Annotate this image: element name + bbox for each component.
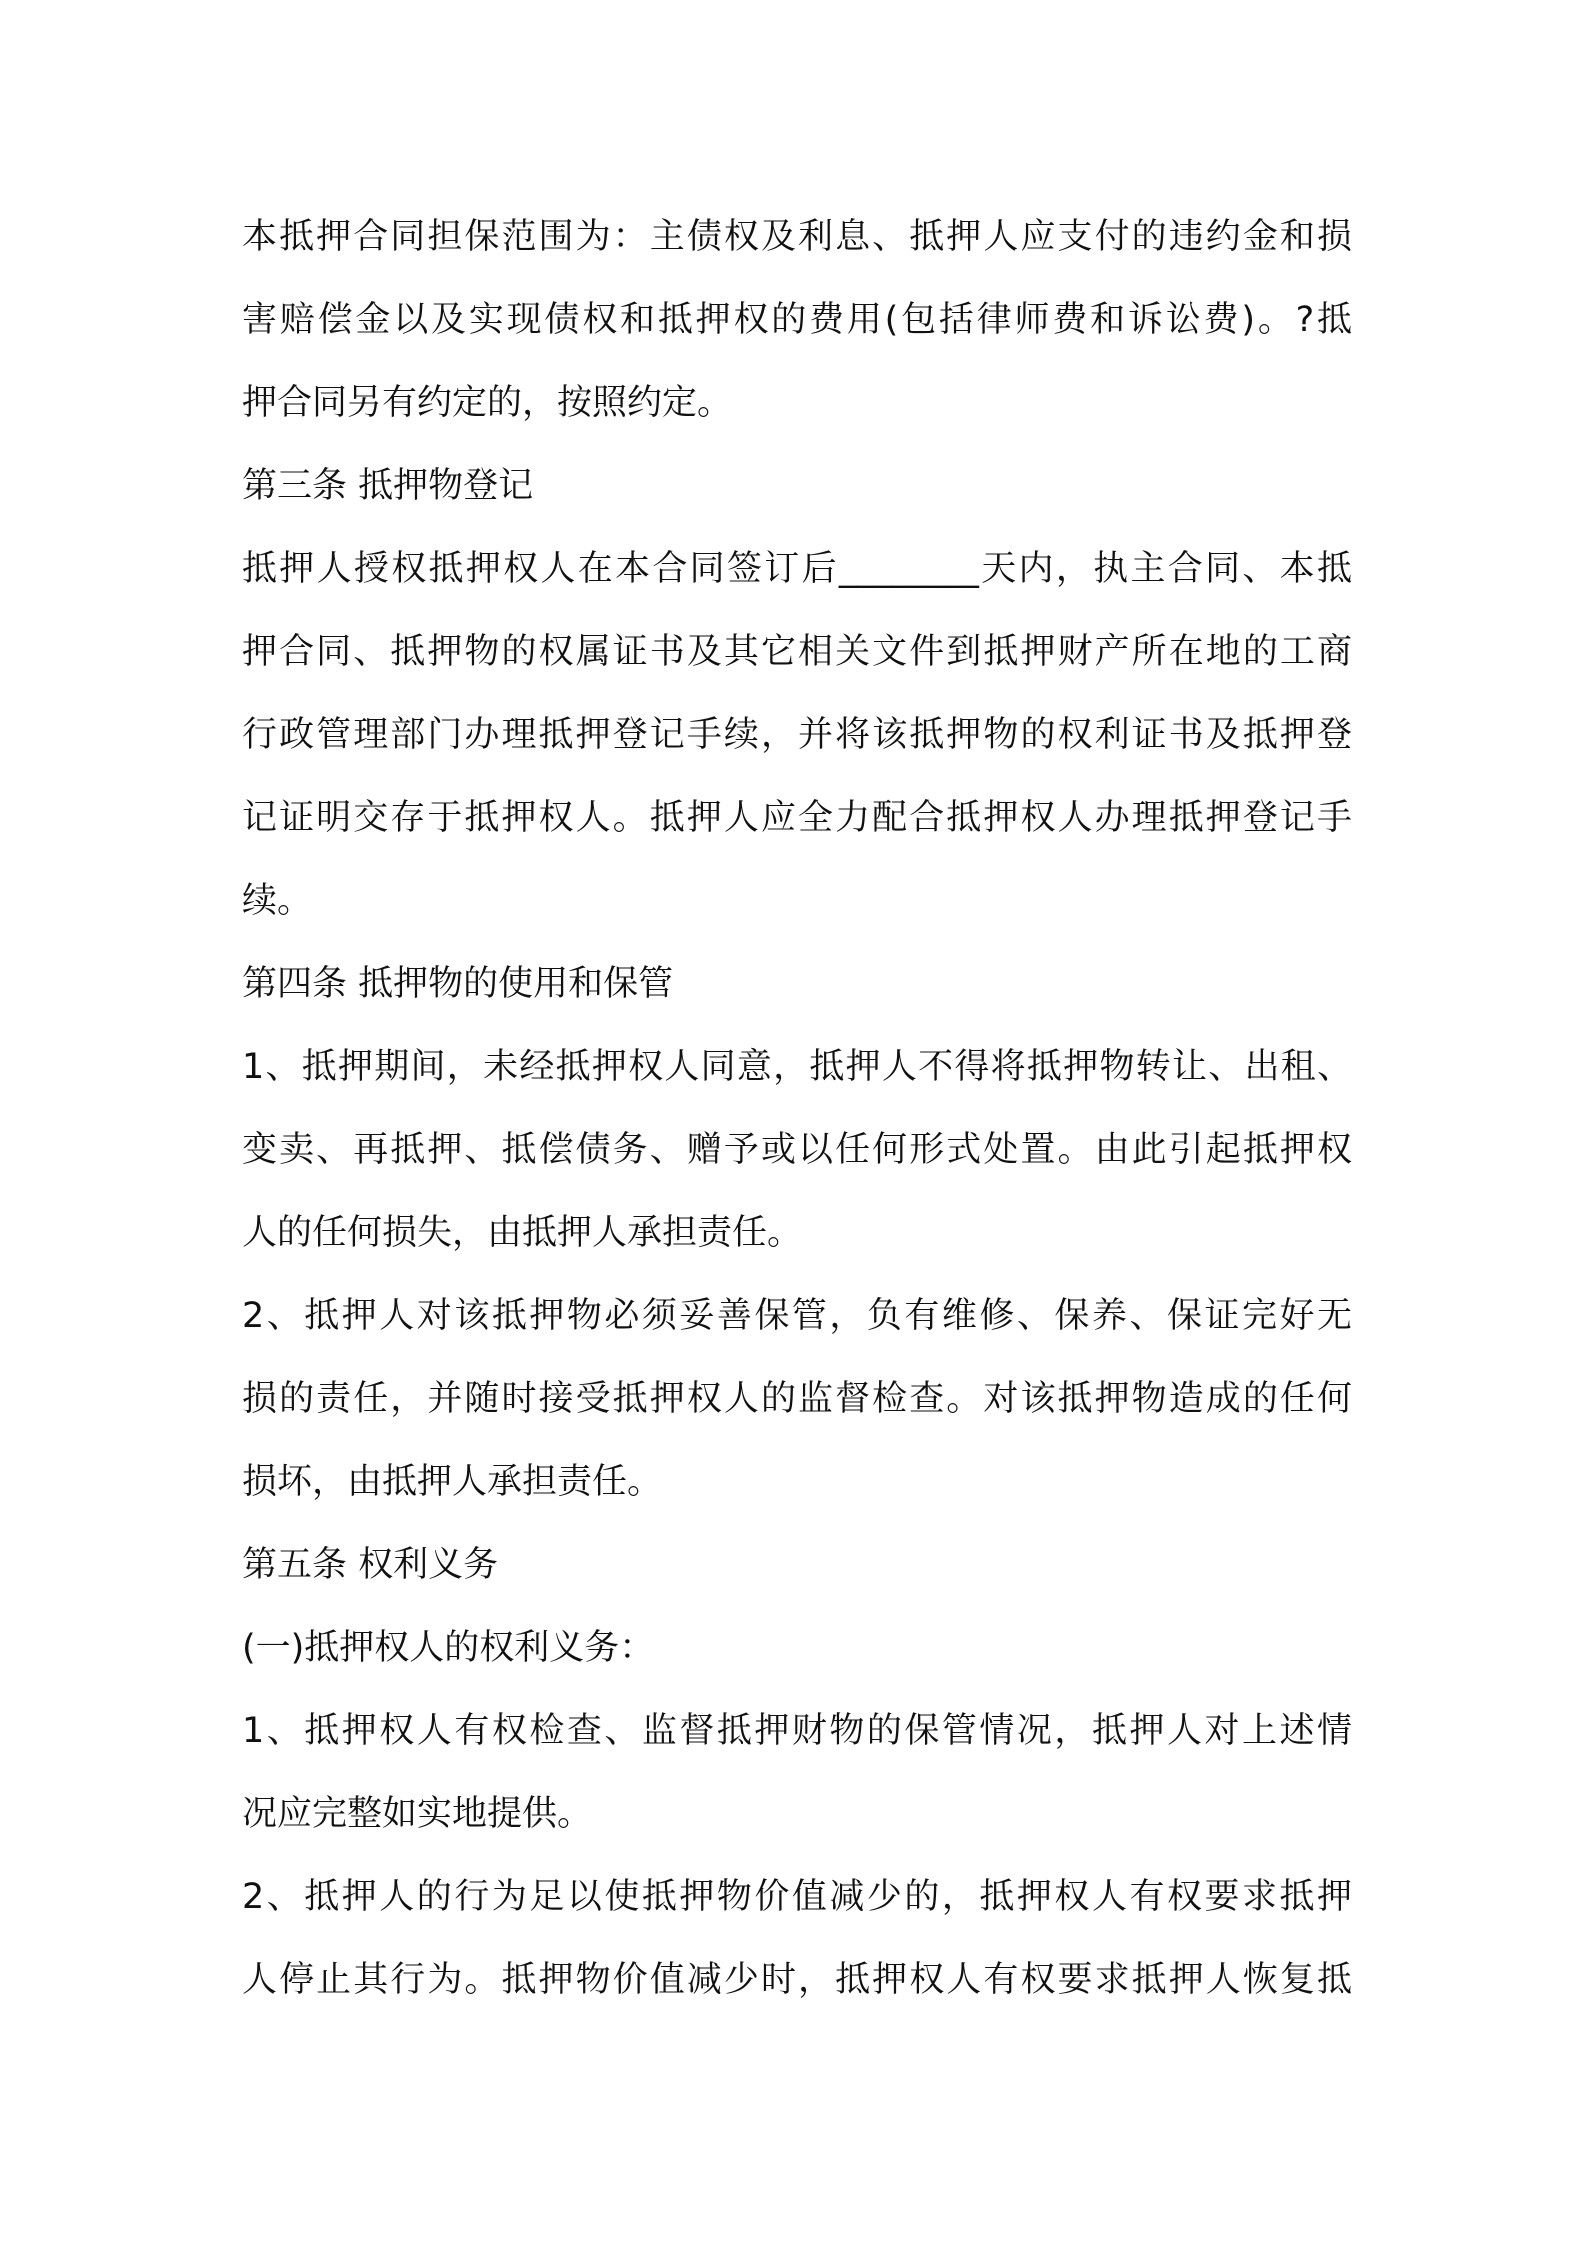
text-line: 抵押人授权抵押权人在本合同签订后________天内，执主合同、本抵 [242, 549, 1352, 589]
text-line: 损的责任，并随时接受抵押权人的监督检查。对该抵押物造成的任何 [242, 1379, 1352, 1419]
text-line: 人停止其行为。抵押物价值减少时，抵押权人有权要求抵押人恢复抵 [242, 1960, 1352, 2000]
text-line: 1、抵押权人有权检查、监督抵押财物的保管情况，抵押人对上述情 [242, 1711, 1352, 1751]
section-heading: 第三条 抵押物登记 [242, 466, 534, 506]
text-line: 记证明交存于抵押权人。抵押人应全力配合抵押权人办理抵押登记手 [242, 798, 1352, 838]
text-line: 押合同另有约定的，按照约定。 [242, 383, 733, 423]
text-line: 2、抵押人对该抵押物必须妥善保管，负有维修、保养、保证完好无 [242, 1296, 1352, 1336]
text-line: 1、抵押期间，未经抵押权人同意，抵押人不得将抵押物转让、出租、 [242, 1047, 1352, 1087]
document-body [242, 196, 1352, 2022]
text-line: 续。 [242, 881, 313, 921]
text-line: 害赔偿金以及实现债权和抵押权的费用(包括律师费和诉讼费)。?抵 [242, 300, 1352, 340]
text-line: 2、抵押人的行为足以使抵押物价值减少的，抵押权人有权要求抵押 [242, 1877, 1352, 1917]
text-line: 况应完整如实地提供。 [242, 1794, 593, 1834]
text-line: 变卖、再抵押、抵偿债务、赠予或以任何形式处置。由此引起抵押权 [242, 1130, 1352, 1170]
subsection-heading: (一)抵押权人的权利义务： [242, 1628, 655, 1668]
text-line: 本抵押合同担保范围为：主债权及利息、抵押人应支付的违约金和损 [242, 217, 1352, 257]
text-line: 押合同、抵押物的权属证书及其它相关文件到抵押财产所在地的工商 [242, 632, 1352, 672]
section-heading: 第五条 权利义务 [242, 1545, 499, 1585]
text-line: 行政管理部门办理抵押登记手续，并将该抵押物的权利证书及抵押登 [242, 715, 1352, 755]
text-line: 损坏，由抵押人承担责任。 [242, 1462, 663, 1502]
section-heading: 第四条 抵押物的使用和保管 [242, 964, 674, 1004]
text-line: 人的任何损失，由抵押人承担责任。 [242, 1213, 803, 1253]
